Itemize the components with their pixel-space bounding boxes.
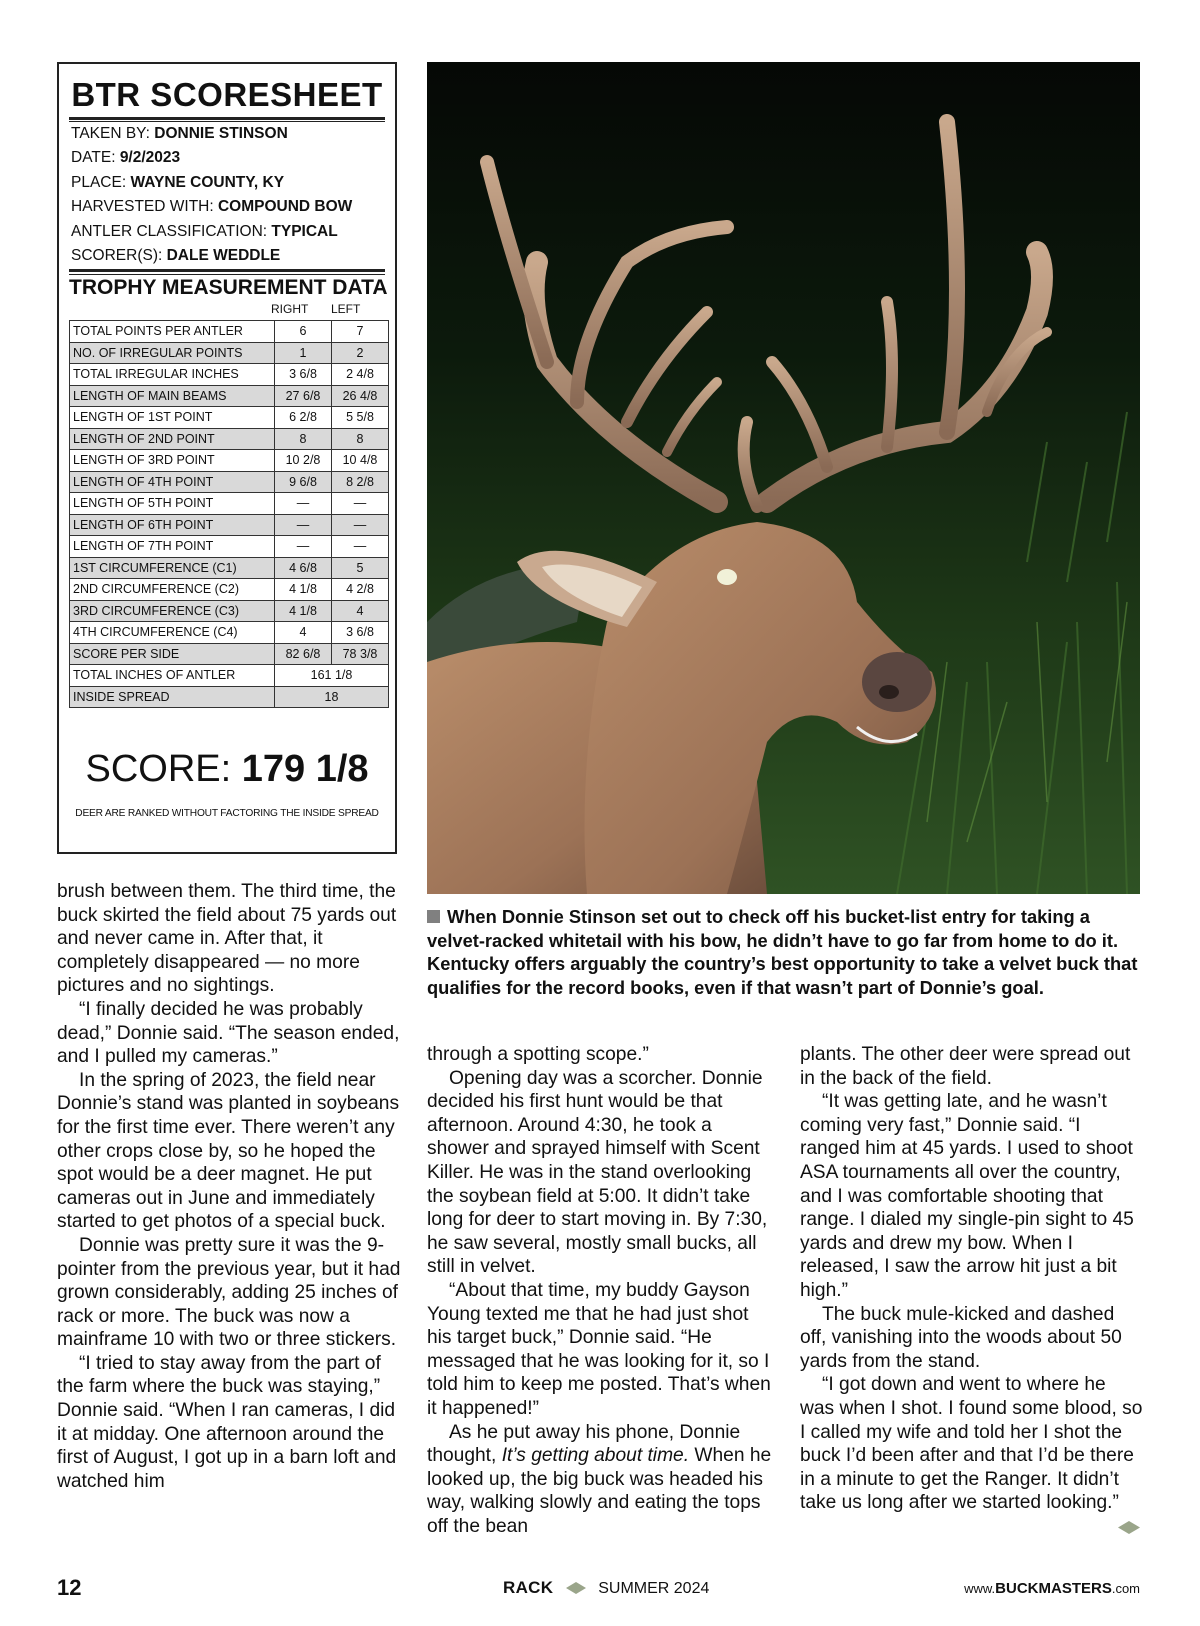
measurement-row bbox=[70, 600, 389, 622]
paragraph: As he put away his phone, Donnie thought, It’s getting about time. When he looked up, the big buck was headed his way, walking slowly and eating the tops off the bean bbox=[427, 1421, 772, 1537]
paragraph: brush between them. The third time, the buck skirted the field about 75 yards out and never came in. After that, it completely disappeared — no more pictures and no sightings. bbox=[57, 881, 397, 997]
article-column-1 bbox=[57, 880, 402, 1493]
end-diamond-icon bbox=[1118, 1521, 1140, 1534]
measurement-left: — bbox=[332, 493, 389, 515]
scoresheet-info bbox=[71, 122, 387, 268]
paragraph: through a spotting scope.” bbox=[427, 1044, 649, 1065]
measurement-label: 4TH CIRCUMFERENCE (C4) bbox=[70, 622, 275, 644]
measurement-row bbox=[70, 342, 389, 364]
paragraph: “I got down and went to where he was when I shot. I found some blood, so I called my wife and told her I shot the buck I’d been after and that I’d be there in a minute to get the Ranger. It didn’t take us long after we started looking.” bbox=[800, 1374, 1143, 1514]
col-left-header: LEFT bbox=[331, 302, 361, 316]
measurement-left: 5 bbox=[332, 557, 389, 579]
caption-square-icon bbox=[427, 910, 440, 923]
paragraph: In the spring of 2023, the field near Donnie’s stand was planted in soybeans for the first time ever. There weren’t any other crops close by, so he hoped the spot would be a deer magnet. He put cameras out in June and immediately started to get photos of a special buck. bbox=[57, 1069, 400, 1233]
measurement-right: 4 1/8 bbox=[275, 579, 332, 601]
measurement-table bbox=[69, 320, 389, 708]
measurement-left: 7 bbox=[332, 321, 389, 343]
measurement-left: 4 bbox=[332, 600, 389, 622]
paragraph: plants. The other deer were spread out in the back of the field. bbox=[800, 1044, 1131, 1089]
measurement-row bbox=[70, 407, 389, 429]
measurement-row bbox=[70, 493, 389, 515]
measurement-left: 10 4/8 bbox=[332, 450, 389, 472]
measurement-right: 9 6/8 bbox=[275, 471, 332, 493]
measurement-right: 4 6/8 bbox=[275, 557, 332, 579]
paragraph: “It was getting late, and he wasn’t coming very fast,” Donnie said. “I ranged him at 45 yards. I used to shoot ASA tournaments all over the country, and I was comfortable shooting that range. I dialed my single-pin sight to 45 yards and drew my bow. When I released, I saw the arrow hit just a bit high.” bbox=[800, 1091, 1134, 1301]
score-label: SCORE: bbox=[85, 748, 232, 790]
measurement-left: — bbox=[332, 536, 389, 558]
measurement-right: 6 bbox=[275, 321, 332, 343]
measurement-label: INSIDE SPREAD bbox=[70, 686, 275, 708]
paragraph: Donnie was pretty sure it was the 9-pointer from the previous year, but it had grown considerably, adding 25 inches of rack or more. The buck was now a mainframe 10 with two or three stickers. bbox=[57, 1234, 401, 1351]
total-inches-row bbox=[70, 665, 389, 687]
measurement-right: — bbox=[275, 536, 332, 558]
measurement-right: 10 2/8 bbox=[275, 450, 332, 472]
measurement-row bbox=[70, 579, 389, 601]
issue-date: SUMMER 2024 bbox=[598, 1580, 710, 1597]
article-column-2 bbox=[427, 1043, 772, 1538]
measurement-heading: TROPHY MEASUREMENT DATA bbox=[69, 276, 388, 299]
measurement-left: — bbox=[332, 514, 389, 536]
measurement-label: LENGTH OF 6TH POINT bbox=[70, 514, 275, 536]
col-right-header: RIGHT bbox=[271, 302, 309, 316]
footer-issue bbox=[503, 1578, 709, 1598]
measurement-row bbox=[70, 471, 389, 493]
info-date: DATE: 9/2/2023 bbox=[71, 149, 181, 167]
measurement-right: — bbox=[275, 493, 332, 515]
measurement-left: 2 4/8 bbox=[332, 364, 389, 386]
measurement-right: 82 6/8 bbox=[275, 643, 332, 665]
scoresheet-footnote: DEER ARE RANKED WITHOUT FACTORING THE INSIDE SPREAD bbox=[75, 808, 379, 819]
scoresheet-title: BTR SCORESHEET bbox=[71, 76, 383, 113]
measurement-left: 3 6/8 bbox=[332, 622, 389, 644]
info-scorers: SCORER(S): DALE WEDDLE bbox=[71, 247, 281, 265]
measurement-label: LENGTH OF 3RD POINT bbox=[70, 450, 275, 472]
measurement-left: 2 bbox=[332, 342, 389, 364]
measurement-row bbox=[70, 450, 389, 472]
measurement-row bbox=[70, 385, 389, 407]
measurement-row bbox=[70, 622, 389, 644]
measurement-right: 3 6/8 bbox=[275, 364, 332, 386]
measurement-value: 18 bbox=[275, 686, 389, 708]
paragraph: “I tried to stay away from the part of the farm where the buck was staying,” Donnie said. “When I ran cameras, I did it at midday. One afternoon around the first of August, I got up in a barn loft and watched him bbox=[57, 1352, 397, 1492]
score-value: 179 1/8 bbox=[241, 748, 369, 790]
info-harvested-with: HARVESTED WITH: COMPOUND BOW bbox=[71, 198, 353, 216]
measurement-right: 4 1/8 bbox=[275, 600, 332, 622]
measurement-label: 1ST CIRCUMFERENCE (C1) bbox=[70, 557, 275, 579]
measurement-label: LENGTH OF 2ND POINT bbox=[70, 428, 275, 450]
paragraph: “I finally decided he was probably dead,” Donnie said. “The season ended, and I pulled my cameras.” bbox=[57, 998, 400, 1068]
final-score bbox=[59, 748, 395, 791]
info-antler-classification: ANTLER CLASSIFICATION: TYPICAL bbox=[71, 222, 338, 240]
measurement-value: 161 1/8 bbox=[275, 665, 389, 687]
divider bbox=[69, 274, 385, 275]
measurement-right: 4 bbox=[275, 622, 332, 644]
measurement-label: SCORE PER SIDE bbox=[70, 643, 275, 665]
measurement-row bbox=[70, 557, 389, 579]
measurement-right: 1 bbox=[275, 342, 332, 364]
measurement-right: 8 bbox=[275, 428, 332, 450]
measurement-label: LENGTH OF 5TH POINT bbox=[70, 493, 275, 515]
measurement-label: TOTAL IRREGULAR INCHES bbox=[70, 364, 275, 386]
measurement-right: — bbox=[275, 514, 332, 536]
velvet-buck-photo bbox=[427, 62, 1140, 894]
measurement-left: 8 2/8 bbox=[332, 471, 389, 493]
paragraph: Opening day was a scorcher. Donnie decided his first hunt would be that afternoon. Around 4:30, he took a shower and sprayed himself with Scent Killer. He was in the stand overlooking the soybean field at 5:00. It didn’t take long for deer to start moving in. By 7:30, he saw several, mostly small bucks, all still in velvet. bbox=[427, 1067, 768, 1278]
btr-scoresheet bbox=[57, 62, 397, 854]
measurement-right: 6 2/8 bbox=[275, 407, 332, 429]
measurement-label: 3RD CIRCUMFERENCE (C3) bbox=[70, 600, 275, 622]
caption-text: When Donnie Stinson set out to check off his bucket-list entry for taking a velvet-racked whitetail with his bow, he didn’t have to go far from home to do it. Kentucky offers arguably the country’s best opportunity to take a velvet buck that qualifies for the record books, even if that wasn’t part of Donnie’s goal. bbox=[427, 906, 1138, 998]
footer-url: www.BUCKMASTERS.com bbox=[964, 1580, 1140, 1597]
page-number: 12 bbox=[57, 1575, 82, 1600]
measurement-label: LENGTH OF MAIN BEAMS bbox=[70, 385, 275, 407]
measurement-row bbox=[70, 321, 389, 343]
measurement-label: 2ND CIRCUMFERENCE (C2) bbox=[70, 579, 275, 601]
info-place: PLACE: WAYNE COUNTY, KY bbox=[71, 173, 285, 191]
measurement-left: 8 bbox=[332, 428, 389, 450]
measurement-row bbox=[70, 364, 389, 386]
measurement-left: 78 3/8 bbox=[332, 643, 389, 665]
measurement-left: 26 4/8 bbox=[332, 385, 389, 407]
measurement-label: LENGTH OF 4TH POINT bbox=[70, 471, 275, 493]
measurement-right: 27 6/8 bbox=[275, 385, 332, 407]
measurement-row bbox=[70, 536, 389, 558]
diamond-icon bbox=[566, 1582, 586, 1594]
measurement-left: 5 5/8 bbox=[332, 407, 389, 429]
info-taken-by: TAKEN BY: DONNIE STINSON bbox=[71, 125, 288, 142]
article-column-3 bbox=[800, 1043, 1145, 1515]
paragraph: “About that time, my buddy Gayson Young texted me that he had just shot his target buck,” Donnie said. “He messaged that he was looking for it, so I told him to keep me posted. That’s when it happened!” bbox=[427, 1279, 771, 1419]
measurement-label: TOTAL INCHES OF ANTLER bbox=[70, 665, 275, 687]
measurement-label: LENGTH OF 7TH POINT bbox=[70, 536, 275, 558]
measurement-row bbox=[70, 643, 389, 665]
measurement-left: 4 2/8 bbox=[332, 579, 389, 601]
measurement-row bbox=[70, 428, 389, 450]
measurement-row bbox=[70, 514, 389, 536]
inside-spread-row bbox=[70, 686, 389, 708]
paragraph: The buck mule-kicked and dashed off, vanishing into the woods about 50 yards from the stand. bbox=[800, 1303, 1122, 1372]
divider bbox=[69, 117, 385, 120]
measurement-label: LENGTH OF 1ST POINT bbox=[70, 407, 275, 429]
measurement-label: TOTAL POINTS PER ANTLER bbox=[70, 321, 275, 343]
measurement-label: NO. OF IRREGULAR POINTS bbox=[70, 342, 275, 364]
photo-caption bbox=[427, 905, 1143, 999]
divider bbox=[69, 269, 385, 272]
magazine-name: RACK bbox=[503, 1578, 554, 1597]
